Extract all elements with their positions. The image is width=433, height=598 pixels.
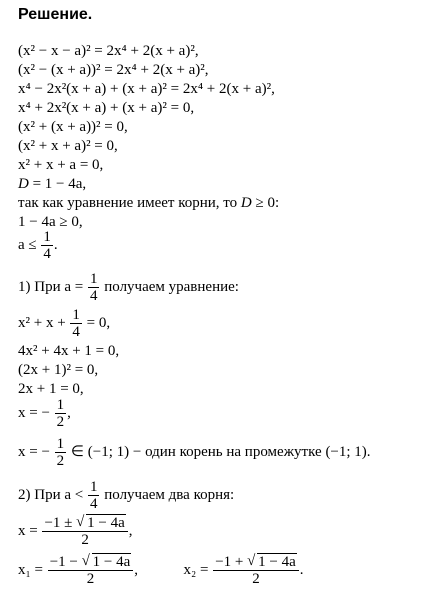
root-x1-denominator: 2 <box>48 570 134 587</box>
fraction-numerator: 1 <box>89 479 98 496</box>
root-interval-line <box>18 435 371 469</box>
case-2-line <box>18 478 234 512</box>
condition-text: так как уравнение имеет корни, то <box>18 195 241 211</box>
case-1-text: получаем уравнение: <box>100 279 239 295</box>
root-lhs: x = − <box>18 405 50 421</box>
root-x2-denominator: 2 <box>213 570 299 587</box>
sqrt-radicand: 1 − 4a <box>258 554 296 571</box>
equation-line-2: (x² − (x + a))² = 2x⁴ + 2(x + a)², <box>18 62 209 78</box>
root-x2-end: . <box>299 562 304 578</box>
equation-line-16: 2x + 1 = 0, <box>18 381 84 397</box>
formula-numerator-prefix: −1 ± <box>44 515 73 532</box>
fraction-denominator: 4 <box>89 288 98 305</box>
equation-line-6: (x² + x + a)² = 0, <box>18 138 118 154</box>
sqrt-sign <box>82 554 132 570</box>
fraction-one-quarter <box>88 271 100 304</box>
equation-line-14: 4x² + 4x + 1 = 0, <box>18 343 120 359</box>
case-2-lhs: 2) При a < <box>18 487 84 503</box>
root-x1-label: x₁ = <box>18 562 43 578</box>
quadratic-formula-line <box>18 514 133 548</box>
a-bound-line <box>18 228 58 262</box>
case-1-equation <box>18 306 110 340</box>
root-x2-fraction <box>213 554 299 587</box>
formula-lhs: x = <box>18 523 38 539</box>
root-x2-label: x₂ = <box>183 562 209 578</box>
solution-heading: Решение. <box>18 6 93 23</box>
fraction-denominator: 4 <box>72 324 80 341</box>
sqrt-sign <box>76 515 126 531</box>
root-line <box>18 396 71 430</box>
equation-line-5: (x² + (x + a))² = 0, <box>18 119 128 135</box>
case-1-eq-lhs: x² + x + <box>18 315 66 331</box>
fraction-denominator: 4 <box>43 246 51 263</box>
fraction-numerator: 1 <box>43 229 51 246</box>
root-x1-numerator <box>48 554 134 570</box>
fraction-one-half <box>55 436 67 469</box>
sqrt-sign <box>247 554 297 570</box>
root-x1-numerator-prefix: −1 − <box>49 554 78 571</box>
root-interval-text: ∈ (−1; 1) − один корень на промежутке (−1; 1). <box>67 444 371 460</box>
formula-denominator: 2 <box>42 531 127 548</box>
case-2-text: получаем два корня: <box>100 487 235 503</box>
condition-symbol: D <box>240 195 252 211</box>
fraction-numerator: 1 <box>56 397 65 414</box>
fraction-one-quarter <box>88 479 100 512</box>
case-1-lhs: 1) При a = <box>18 279 84 295</box>
equation-line-3: x⁴ − 2x²(x + a) + (x + a)² = 2x⁴ + 2(x + a)², <box>18 81 275 97</box>
equation-line-15: (2x + 1)² = 0, <box>18 362 99 378</box>
formula-fraction <box>42 515 127 548</box>
root-end: , <box>67 405 71 421</box>
a-bound-end: . <box>53 237 58 253</box>
fraction-numerator: 1 <box>72 307 80 324</box>
fraction-one-half <box>55 397 67 430</box>
fraction-one-quarter <box>70 307 82 340</box>
root-x1-fraction <box>48 554 134 587</box>
root-x2-numerator <box>213 554 299 570</box>
equation-line-4: x⁴ + 2x²(x + a) + (x + a)² = 0, <box>18 100 195 116</box>
formula-numerator <box>42 515 127 531</box>
sqrt-radicand: 1 − 4a <box>92 554 131 571</box>
discriminant-expr: = 1 − 4a, <box>28 176 87 192</box>
fraction-denominator: 2 <box>56 453 65 470</box>
inequality-line: 1 − 4a ≥ 0, <box>18 214 83 230</box>
root-x1-end: , <box>134 562 138 578</box>
fraction-one-quarter <box>41 229 53 262</box>
discriminant-symbol: D <box>18 176 29 192</box>
condition-line <box>18 194 279 212</box>
case-1-line <box>18 270 239 304</box>
fraction-denominator: 2 <box>56 414 65 431</box>
root-interval-lhs: x = − <box>18 444 50 460</box>
roots-line <box>18 553 304 587</box>
discriminant-line <box>18 175 86 193</box>
equation-line-1: (x² − x − a)² = 2x⁴ + 2(x + a)², <box>18 43 199 59</box>
condition-inequality: ≥ 0: <box>251 195 280 211</box>
root-x2-numerator-prefix: −1 + <box>215 554 244 571</box>
formula-end: , <box>128 523 133 539</box>
equation-line-7: x² + x + a = 0, <box>18 157 104 173</box>
sqrt-radicand: 1 − 4a <box>87 515 125 532</box>
fraction-numerator: 1 <box>89 271 98 288</box>
fraction-denominator: 4 <box>89 496 98 513</box>
case-1-eq-rhs: = 0, <box>82 315 111 331</box>
a-bound-lhs: a ≤ <box>18 237 37 253</box>
fraction-numerator: 1 <box>56 436 65 453</box>
